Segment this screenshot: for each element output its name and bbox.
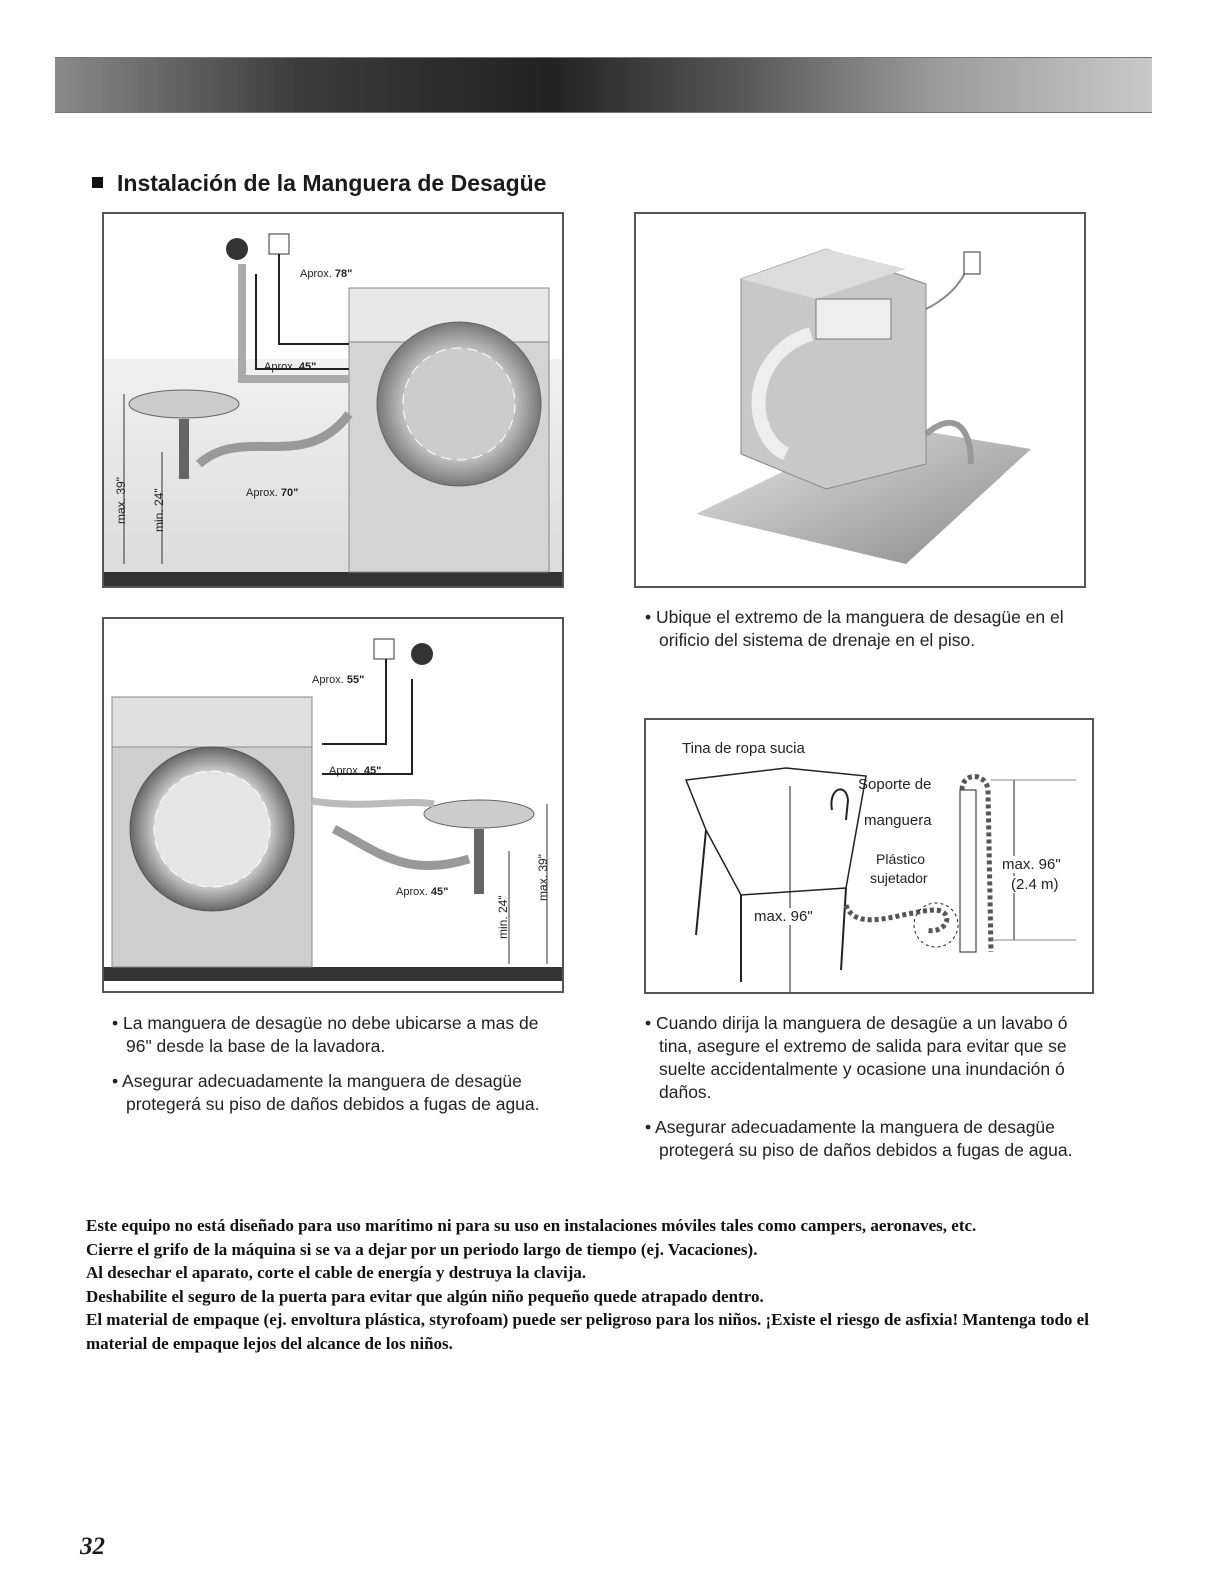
soporte-label: Soporte de <box>858 776 932 793</box>
bullet-text: • Asegurar adecuadamente la manguera de desagüe protegerá su piso de daños debidos a fugas de agua. <box>112 1071 540 1114</box>
max96-left: max. 96" <box>754 908 813 925</box>
label-min24: min. 24" <box>496 895 510 939</box>
label-min24: min. 24" <box>152 488 166 532</box>
bullet-square-icon <box>92 177 103 188</box>
label-max39: max. 39" <box>114 477 128 524</box>
label-45-bottom: Aprox. 45" <box>396 886 449 898</box>
plastico-label: Plástico <box>876 851 926 867</box>
label-45: Aprox. 45" <box>264 361 317 373</box>
warning-line: Deshabilite el seguro de la puerta para evitar que algún niño pequeño quede atrapado dentro. <box>86 1286 764 1306</box>
sujetador-label: sujetador <box>870 870 928 886</box>
warning-line: Al desechar el aparato, corte el cable de energía y destruya la clavija. <box>86 1263 587 1282</box>
label-max39: max. 39" <box>536 854 550 901</box>
header-bar <box>55 57 1152 113</box>
meters-label: (2.4 m) <box>1011 876 1059 893</box>
section-title <box>92 170 546 197</box>
warnings <box>86 1214 1136 1355</box>
figure-laundry-tub <box>644 718 1094 994</box>
tub-title: Tina de ropa sucia <box>682 740 805 757</box>
label-70: Aprox. 70" <box>246 487 299 499</box>
bullets-left <box>112 1012 542 1128</box>
label-78: Aprox. 78" <box>300 268 353 280</box>
label-45-top: Aprox. 45" <box>329 765 382 777</box>
bullet-text: • Asegurar adecuadamente la manguera de desagüe protegerá su piso de daños debidos a fugas de agua. <box>645 1117 1073 1160</box>
floor-drain-illustration <box>636 214 1084 586</box>
manguera-label: manguera <box>864 812 932 829</box>
warning-line: El material de empaque (ej. envoltura plástica, styrofoam) puede ser peligroso para los niños. ¡Existe el riesgo de asfixia! Mantenga todo el material de empaque lejos del alcance de los niños. <box>86 1310 1089 1353</box>
bullets-floor-drain <box>645 606 1085 664</box>
bullets-right <box>645 1012 1085 1174</box>
max96-right: max. 96" <box>1002 856 1061 873</box>
label-55: Aprox. 55" <box>312 674 365 686</box>
bullet-text: • Cuando dirija la manguera de desagüe a un lavabo ó tina, asegure el extremo de salida para evitar que se suelte accidentalmente y ocasione una inundación ó daños. <box>645 1013 1068 1102</box>
figure-sink-install <box>102 212 564 588</box>
warning-line: Cierre el grifo de la máquina si se va a dejar por un periodo largo de tiempo (ej. Vacaciones). <box>86 1239 758 1259</box>
bullet-text: • La manguera de desagüe no debe ubicarse a mas de 96" desde la base de la lavadora. <box>112 1013 539 1056</box>
section-title-text: Instalación de la Manguera de Desagüe <box>117 170 547 196</box>
figure-floor-drain <box>634 212 1086 588</box>
figure-sink-install-2 <box>102 617 564 993</box>
page-number: 32 <box>80 1533 105 1560</box>
warning-line: Este equipo no está diseñado para uso marítimo ni para su uso en instalaciones móviles tales como campers, aeronaves, etc. <box>86 1216 977 1235</box>
bullet-text: • Ubique el extremo de la manguera de desagüe en el orificio del sistema de drenaje en el piso. <box>645 607 1064 650</box>
